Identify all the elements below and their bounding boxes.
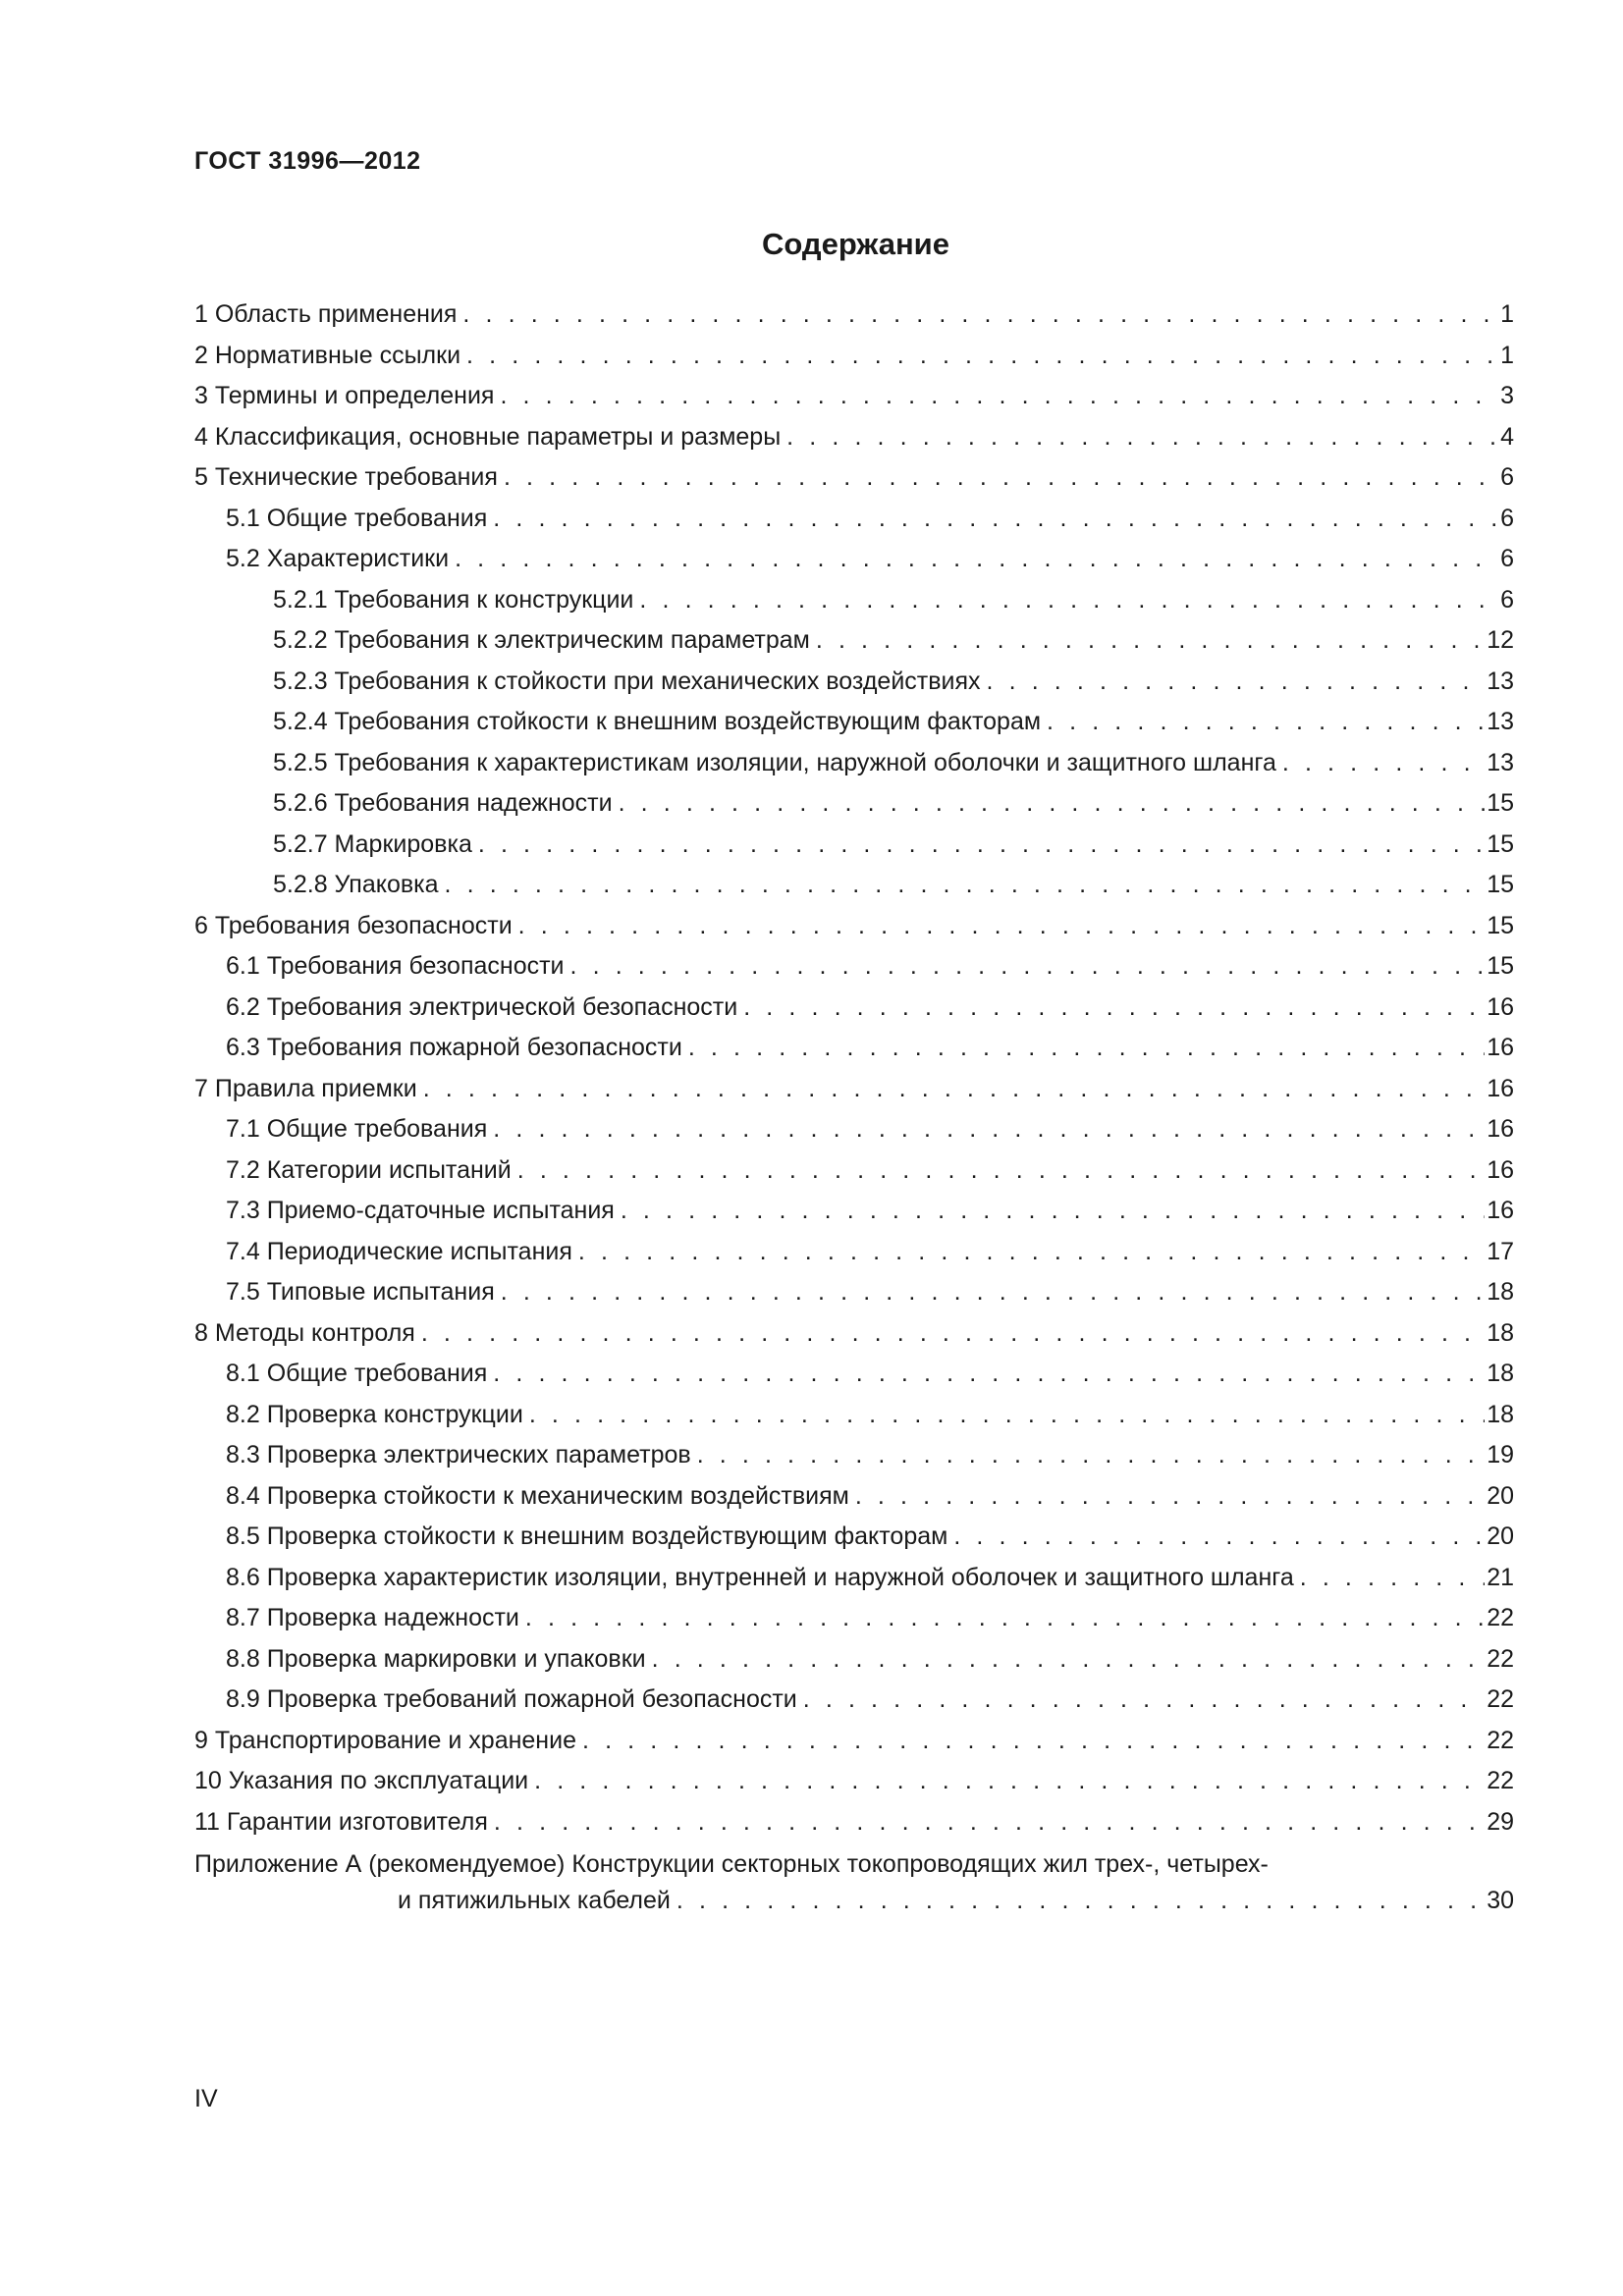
dot-leader bbox=[987, 662, 1486, 703]
toc-entry-page: 6 bbox=[1500, 585, 1514, 614]
toc-entry[interactable] bbox=[194, 336, 1514, 377]
toc-entry-page: 4 bbox=[1500, 422, 1514, 451]
dot-leader bbox=[421, 1313, 1485, 1355]
dot-leader bbox=[953, 1517, 1485, 1558]
toc-entry[interactable] bbox=[194, 1639, 1514, 1681]
toc-entry-page: 20 bbox=[1487, 1481, 1514, 1510]
toc-entry-title: 11 Гарантии изготовителя bbox=[194, 1807, 488, 1836]
toc-entry-title: 5.2.3 Требования к стойкости при механических воздействиях bbox=[273, 667, 981, 695]
toc-entry-title: 6.3 Требования пожарной безопасности bbox=[226, 1034, 682, 1061]
toc-entry[interactable] bbox=[194, 417, 1514, 458]
toc-entry-page: 15 bbox=[1487, 871, 1514, 898]
toc-entry-title: 7.2 Категории испытаний bbox=[226, 1155, 512, 1184]
toc-entry[interactable] bbox=[194, 499, 1514, 540]
toc-entry[interactable] bbox=[194, 1476, 1514, 1518]
dot-leader bbox=[639, 580, 1498, 621]
document-header: ГОСТ 31996—2012 bbox=[194, 147, 421, 175]
toc-entry-title: 10 Указания по эксплуатации bbox=[194, 1767, 529, 1794]
toc-entry[interactable] bbox=[194, 376, 1514, 417]
toc-entry[interactable] bbox=[194, 783, 1514, 825]
page-number: IV bbox=[194, 2085, 218, 2112]
dot-leader bbox=[423, 1069, 1485, 1110]
dot-leader bbox=[1300, 1558, 1485, 1599]
toc-entry-page: 22 bbox=[1487, 1604, 1514, 1631]
dot-leader bbox=[500, 376, 1498, 417]
toc-entry[interactable] bbox=[194, 1517, 1514, 1558]
toc-entry[interactable] bbox=[194, 906, 1514, 947]
dot-leader bbox=[466, 336, 1498, 377]
toc-entry-page: 16 bbox=[1487, 1155, 1514, 1184]
toc-entry-page: 13 bbox=[1487, 708, 1514, 735]
toc-entry[interactable] bbox=[194, 1558, 1514, 1599]
toc-entry[interactable] bbox=[194, 702, 1514, 743]
toc-entry-page: 6 bbox=[1500, 545, 1514, 572]
toc-entry[interactable] bbox=[194, 1680, 1514, 1721]
toc-entry-page: 15 bbox=[1487, 911, 1514, 939]
toc-entry-page: 1 bbox=[1500, 300, 1514, 328]
toc-entry[interactable] bbox=[194, 1028, 1514, 1069]
toc-entry-title: 2 Нормативные ссылки bbox=[194, 341, 461, 369]
toc-entry[interactable] bbox=[194, 1435, 1514, 1476]
dot-leader bbox=[534, 1761, 1485, 1802]
toc-entry-title: 8.8 Проверка маркировки и упаковки bbox=[226, 1644, 646, 1673]
toc-entry-title-continuation: и пятижильных кабелей bbox=[398, 1887, 671, 1914]
toc-entry[interactable] bbox=[194, 988, 1514, 1029]
toc-entry[interactable] bbox=[194, 620, 1514, 662]
toc-entry-page: 22 bbox=[1487, 1767, 1514, 1794]
dot-leader bbox=[1047, 702, 1485, 743]
toc-entry-title: 5 Технические требования bbox=[194, 463, 498, 491]
toc-entry-title: 5.2.1 Требования к конструкции bbox=[273, 585, 634, 614]
toc-entry[interactable] bbox=[194, 1598, 1514, 1639]
toc-entry-page: 6 bbox=[1500, 463, 1514, 491]
toc-entry-page: 3 bbox=[1500, 382, 1514, 409]
toc-entry-title: 8.6 Проверка характеристик изоляции, внутренней и наружной оболочек и защитного шланга bbox=[226, 1563, 1294, 1591]
toc-entry-title: 9 Транспортирование и хранение bbox=[194, 1726, 576, 1754]
dot-leader bbox=[619, 783, 1486, 825]
toc-entry[interactable] bbox=[194, 294, 1514, 336]
dot-leader bbox=[582, 1721, 1485, 1762]
toc-entry-page: 15 bbox=[1487, 789, 1514, 817]
toc-entry-title: 5.2.5 Требования к характеристикам изоляции, наружной оболочки и защитного шланга bbox=[273, 748, 1276, 776]
toc-entry-page: 16 bbox=[1487, 992, 1514, 1021]
toc-entry[interactable] bbox=[194, 1721, 1514, 1762]
dot-leader bbox=[855, 1476, 1485, 1518]
dot-leader bbox=[493, 499, 1498, 540]
dot-leader bbox=[570, 946, 1486, 988]
toc-entry[interactable] bbox=[194, 1232, 1514, 1273]
toc-entry-page: 22 bbox=[1487, 1685, 1514, 1713]
toc-entry-page: 29 bbox=[1487, 1807, 1514, 1836]
toc-entry-title: 5.2.8 Упаковка bbox=[273, 871, 439, 898]
dot-leader bbox=[621, 1191, 1485, 1232]
toc-entry-title: 5.2.2 Требования к электрическим параметрам bbox=[273, 626, 810, 654]
toc-entry-page: 18 bbox=[1487, 1360, 1514, 1387]
toc-entry-page: 6 bbox=[1500, 504, 1514, 532]
toc-entry[interactable] bbox=[194, 1761, 1514, 1802]
dot-leader bbox=[504, 457, 1498, 499]
toc-entry-page: 20 bbox=[1487, 1522, 1514, 1550]
toc-entry-title: 7 Правила приемки bbox=[194, 1074, 417, 1102]
toc-entry-title: Приложение А (рекомендуемое) Конструкции секторных токопроводящих жил трех-, четырех- bbox=[194, 1850, 1269, 1878]
toc-entry-title: 6 Требования безопасности bbox=[194, 911, 513, 939]
toc-entry[interactable] bbox=[194, 1150, 1514, 1192]
toc-entry-title: 5.1 Общие требования bbox=[226, 504, 488, 532]
toc-entry[interactable] bbox=[194, 1069, 1514, 1110]
toc-entry-page: 16 bbox=[1487, 1034, 1514, 1061]
toc-entry-title: 4 Классификация, основные параметры и размеры bbox=[194, 422, 782, 451]
dot-leader bbox=[803, 1680, 1485, 1721]
dot-leader bbox=[478, 825, 1485, 866]
toc-entry[interactable] bbox=[194, 1354, 1514, 1395]
toc-entry-title: 6.1 Требования безопасности bbox=[226, 952, 565, 980]
toc-entry-title: 7.5 Типовые испытания bbox=[226, 1278, 495, 1306]
dot-leader bbox=[494, 1802, 1485, 1843]
toc-entry-page: 16 bbox=[1487, 1115, 1514, 1143]
toc-entry-page: 15 bbox=[1487, 829, 1514, 858]
toc-entry-page: 30 bbox=[1487, 1887, 1514, 1914]
dot-leader bbox=[462, 294, 1498, 336]
toc-entry[interactable] bbox=[194, 743, 1514, 784]
toc-entry[interactable] bbox=[194, 580, 1514, 621]
toc-entry[interactable] bbox=[194, 1395, 1514, 1436]
dot-leader bbox=[493, 1354, 1485, 1395]
toc-entry-title: 5.2.7 Маркировка bbox=[273, 829, 472, 858]
toc-entry-page: 21 bbox=[1487, 1563, 1514, 1591]
dot-leader bbox=[1282, 743, 1485, 784]
toc-entry-title: 5.2 Характеристики bbox=[226, 545, 450, 572]
dot-leader bbox=[786, 417, 1498, 458]
toc-entry-page: 18 bbox=[1487, 1278, 1514, 1306]
toc-entry[interactable] bbox=[194, 539, 1514, 580]
toc-entry-page: 13 bbox=[1487, 748, 1514, 776]
dot-leader bbox=[518, 906, 1486, 947]
toc-entry-title: 7.3 Приемо-сдаточные испытания bbox=[226, 1197, 615, 1224]
dot-leader bbox=[529, 1395, 1485, 1436]
toc-entry-title: 8.9 Проверка требований пожарной безопасности bbox=[226, 1685, 797, 1713]
toc-entry-title: 5.2.4 Требования стойкости к внешним воздействующим факторам bbox=[273, 708, 1042, 735]
toc-entry[interactable] bbox=[194, 1191, 1514, 1232]
toc-entry-title: 8.2 Проверка конструкции bbox=[226, 1400, 523, 1428]
toc-entry[interactable] bbox=[194, 865, 1514, 906]
toc-entry[interactable] bbox=[194, 946, 1514, 988]
toc-entry-title: 3 Термины и определения bbox=[194, 382, 495, 409]
toc-entry[interactable] bbox=[194, 457, 1514, 499]
table-of-contents bbox=[194, 294, 1514, 1919]
dot-leader bbox=[688, 1028, 1485, 1069]
dot-leader bbox=[525, 1598, 1485, 1639]
toc-entry-page: 16 bbox=[1487, 1197, 1514, 1224]
dot-leader bbox=[455, 539, 1498, 580]
toc-entry-title: 8.5 Проверка стойкости к внешним воздействующим факторам bbox=[226, 1522, 948, 1550]
toc-entry[interactable] bbox=[194, 825, 1514, 866]
toc-entry-title: 8.1 Общие требования bbox=[226, 1360, 488, 1387]
dot-leader bbox=[578, 1232, 1485, 1273]
toc-entry-page: 19 bbox=[1487, 1441, 1514, 1468]
toc-entry[interactable] bbox=[194, 1313, 1514, 1355]
toc-entry[interactable] bbox=[194, 1802, 1514, 1843]
dot-leader bbox=[652, 1639, 1486, 1681]
toc-entry-title: 8.7 Проверка надежности bbox=[226, 1604, 519, 1631]
toc-entry-page: 22 bbox=[1487, 1726, 1514, 1754]
toc-entry-page: 16 bbox=[1487, 1074, 1514, 1102]
toc-entry-title: 8 Методы контроля bbox=[194, 1318, 415, 1347]
toc-entry-page: 18 bbox=[1487, 1318, 1514, 1347]
toc-entry-page: 18 bbox=[1487, 1400, 1514, 1428]
toc-entry[interactable] bbox=[194, 662, 1514, 703]
toc-entry-appendix[interactable] bbox=[194, 1842, 1514, 1919]
dot-leader bbox=[743, 988, 1485, 1029]
toc-entry-page: 22 bbox=[1487, 1644, 1514, 1673]
toc-entry-title: 7.1 Общие требования bbox=[226, 1115, 488, 1143]
toc-entry[interactable] bbox=[194, 1272, 1514, 1313]
toc-entry-page: 17 bbox=[1487, 1237, 1514, 1265]
toc-entry-title: 8.4 Проверка стойкости к механическим воздействиям bbox=[226, 1481, 849, 1510]
toc-entry-page: 15 bbox=[1487, 952, 1514, 980]
dot-leader bbox=[517, 1150, 1485, 1192]
toc-entry-title: 6.2 Требования электрической безопасности bbox=[226, 992, 738, 1021]
toc-entry-title: 8.3 Проверка электрических параметров bbox=[226, 1441, 691, 1468]
toc-entry-title: 5.2.6 Требования надежности bbox=[273, 789, 613, 817]
toc-entry-title: 7.4 Периодические испытания bbox=[226, 1237, 572, 1265]
dot-leader bbox=[501, 1272, 1485, 1313]
dot-leader bbox=[493, 1109, 1485, 1150]
toc-entry-page: 13 bbox=[1487, 667, 1514, 695]
toc-entry-page: 12 bbox=[1487, 626, 1514, 654]
toc-entry-page: 1 bbox=[1500, 341, 1514, 369]
dot-leader bbox=[816, 620, 1485, 662]
toc-entry[interactable] bbox=[194, 1109, 1514, 1150]
page-title: Содержание bbox=[762, 227, 949, 261]
toc-entry-title: 1 Область применения bbox=[194, 300, 458, 328]
dot-leader bbox=[445, 865, 1486, 906]
dot-leader bbox=[697, 1435, 1486, 1476]
dot-leader bbox=[676, 1882, 1485, 1919]
